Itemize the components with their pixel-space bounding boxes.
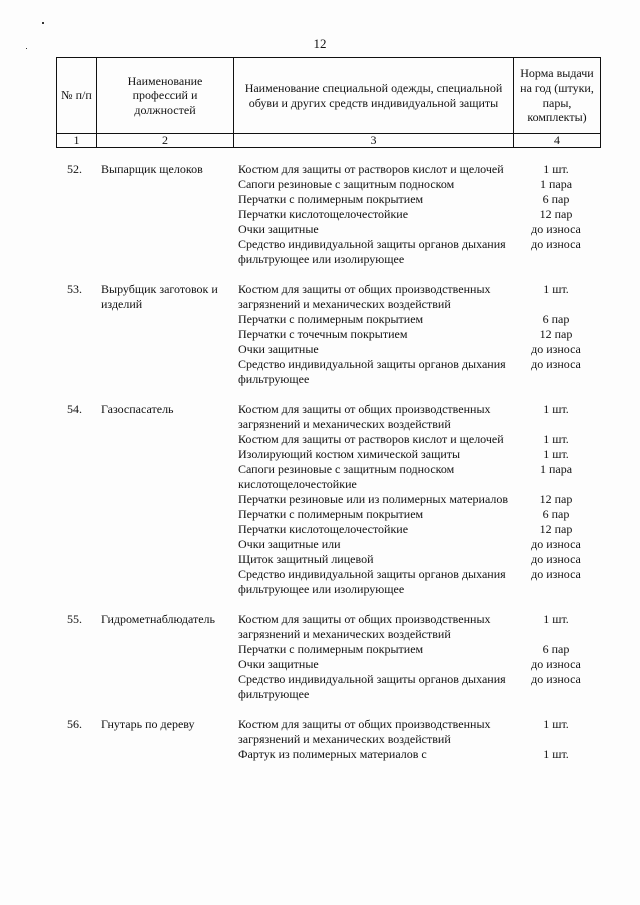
item-name: Очки защитные: [238, 222, 319, 236]
item-norm: 12 пар: [539, 492, 573, 506]
item-name: Средство индивидуальной защиты органов дыхания фильтрующее или изолирующее: [238, 237, 506, 266]
entry-profession: Гидрометнаблюдатель: [101, 612, 215, 626]
entry-53: [56, 282, 601, 387]
header-col-equipment: [234, 58, 514, 147]
item-norm: 6 пар: [542, 192, 570, 206]
item-norm: 1 пара: [539, 462, 573, 476]
item-row: [233, 342, 601, 357]
item-name: Перчатки кислотощелочестойкие: [238, 522, 409, 536]
item-norm: 1 шт.: [543, 282, 569, 296]
item-norm: 1 пара: [539, 177, 573, 191]
item-name: Средство индивидуальной защиты органов дыхания фильтрующее: [238, 672, 506, 701]
header-index-3: 3: [234, 133, 513, 147]
item-name: Костюм для защиты от общих производственных загрязнений и механических воздействий: [238, 717, 491, 746]
header-index-2: 2: [97, 133, 233, 147]
entry-number: 53.: [67, 282, 82, 296]
item-row: [233, 282, 601, 312]
header-title-number: № п/п: [61, 88, 92, 103]
header-col-norm: [514, 58, 600, 147]
item-name: Костюм для защиты от растворов кислот и щелочей: [238, 162, 504, 176]
table-header: [56, 57, 601, 148]
item-row: [233, 657, 601, 672]
header-title-norm: Норма выдачи на год (штуки, пары, комплекты): [520, 66, 594, 125]
entry-items: [233, 717, 601, 762]
item-row: [233, 312, 601, 327]
entry-items: [233, 612, 601, 702]
item-name: Очки защитные: [238, 342, 319, 356]
item-norm: 6 пар: [542, 642, 570, 656]
item-row: [233, 717, 601, 747]
item-norm: 1 шт.: [543, 162, 569, 176]
item-row: [233, 447, 601, 462]
entry-number: 52.: [67, 162, 82, 176]
item-name: Сапоги резиновые с защитным подноском кислотощелочестойкие: [238, 462, 455, 491]
page-number: 12: [313, 36, 327, 51]
item-norm: до износа: [531, 567, 581, 581]
item-norm: 12 пар: [539, 522, 573, 536]
item-name: Костюм для защиты от общих производственных загрязнений и механических воздействий: [238, 612, 491, 641]
item-name: Щиток защитный лицевой: [238, 552, 374, 566]
header-col-profession: [97, 58, 234, 147]
item-row: [233, 747, 601, 762]
item-norm: до износа: [531, 237, 581, 251]
entry-profession: Гнутарь по дереву: [101, 717, 195, 731]
item-norm: до износа: [531, 222, 581, 236]
item-row: [233, 522, 601, 537]
item-norm: до износа: [531, 657, 581, 671]
entry-items: [233, 402, 601, 597]
entry-items: [233, 282, 601, 387]
entry-number: 54.: [67, 402, 82, 416]
item-name: Костюм для защиты от общих производственных загрязнений и механических воздействий: [238, 282, 491, 311]
item-norm: до износа: [531, 357, 581, 371]
item-name: Перчатки с полимерным покрытием: [238, 642, 424, 656]
item-norm: 1 шт.: [543, 402, 569, 416]
item-row: [233, 222, 601, 237]
header-title-equipment: Наименование специальной одежды, специальной обуви и других средств индивидуальной защиты: [244, 80, 503, 110]
item-norm: 1 шт.: [543, 612, 569, 626]
item-row: [233, 192, 601, 207]
item-name: Перчатки кислотощелочестойкие: [238, 207, 409, 221]
item-row: [233, 552, 601, 567]
entry-profession: Вырубщик заготовок и изделий: [101, 282, 218, 311]
entry-profession: Выпарщик щелоков: [101, 162, 203, 176]
entry-items: [233, 162, 601, 267]
item-norm: до износа: [531, 342, 581, 356]
item-name: Костюм для защиты от растворов кислот и щелочей: [238, 432, 504, 446]
entry-number: 55.: [67, 612, 82, 626]
item-norm: 1 шт.: [543, 432, 569, 446]
item-name: Средство индивидуальной защиты органов дыхания фильтрующее или изолирующее: [238, 567, 506, 596]
item-norm: 6 пар: [542, 507, 570, 521]
entry-54: [56, 402, 601, 597]
item-row: [233, 462, 601, 492]
entry-55: [56, 612, 601, 702]
item-norm: до износа: [531, 552, 581, 566]
item-row: [233, 357, 601, 387]
item-row: [233, 162, 601, 177]
item-row: [233, 432, 601, 447]
item-name: Перчатки с полимерным покрытием: [238, 312, 424, 326]
entries-list: [56, 162, 601, 777]
item-name: Очки защитные: [238, 657, 319, 671]
entry-profession: Газоспасатель: [101, 402, 174, 416]
item-row: [233, 402, 601, 432]
entry-52: [56, 162, 601, 267]
item-name: Фартук из полимерных материалов с: [238, 747, 427, 761]
item-name: Изолирующий костюм химической защиты: [238, 447, 461, 461]
item-norm: до износа: [531, 537, 581, 551]
entry-number: 56.: [67, 717, 82, 731]
item-name: Перчатки с полимерным покрытием: [238, 192, 424, 206]
item-norm: 1 шт.: [543, 717, 569, 731]
header-index-1: 1: [57, 133, 96, 147]
item-name: Средство индивидуальной защиты органов дыхания фильтрующее: [238, 357, 506, 386]
item-name: Очки защитные или: [238, 537, 341, 551]
header-col-number: [57, 58, 97, 147]
item-norm: 1 шт.: [543, 447, 569, 461]
item-norm: 12 пар: [539, 207, 573, 221]
item-row: [233, 537, 601, 552]
item-norm: 12 пар: [539, 327, 573, 341]
item-norm: 1 шт.: [543, 747, 569, 761]
item-row: [233, 492, 601, 507]
item-row: [233, 612, 601, 642]
item-row: [233, 207, 601, 222]
item-row: [233, 237, 601, 267]
item-row: [233, 327, 601, 342]
item-name: Перчатки с точечным покрытием: [238, 327, 408, 341]
header-index-4: 4: [514, 133, 600, 147]
item-name: Перчатки с полимерным покрытием: [238, 507, 424, 521]
item-row: [233, 567, 601, 597]
item-name: Сапоги резиновые с защитным подноском: [238, 177, 455, 191]
item-name: Перчатки резиновые или из полимерных материалов: [238, 492, 509, 506]
item-norm: до износа: [531, 672, 581, 686]
entry-56: [56, 717, 601, 762]
item-row: [233, 177, 601, 192]
item-norm: 6 пар: [542, 312, 570, 326]
item-row: [233, 642, 601, 657]
item-row: [233, 507, 601, 522]
header-title-profession: Наименование профессий и должностей: [127, 73, 203, 117]
item-row: [233, 672, 601, 702]
item-name: Костюм для защиты от общих производственных загрязнений и механических воздействий: [238, 402, 491, 431]
